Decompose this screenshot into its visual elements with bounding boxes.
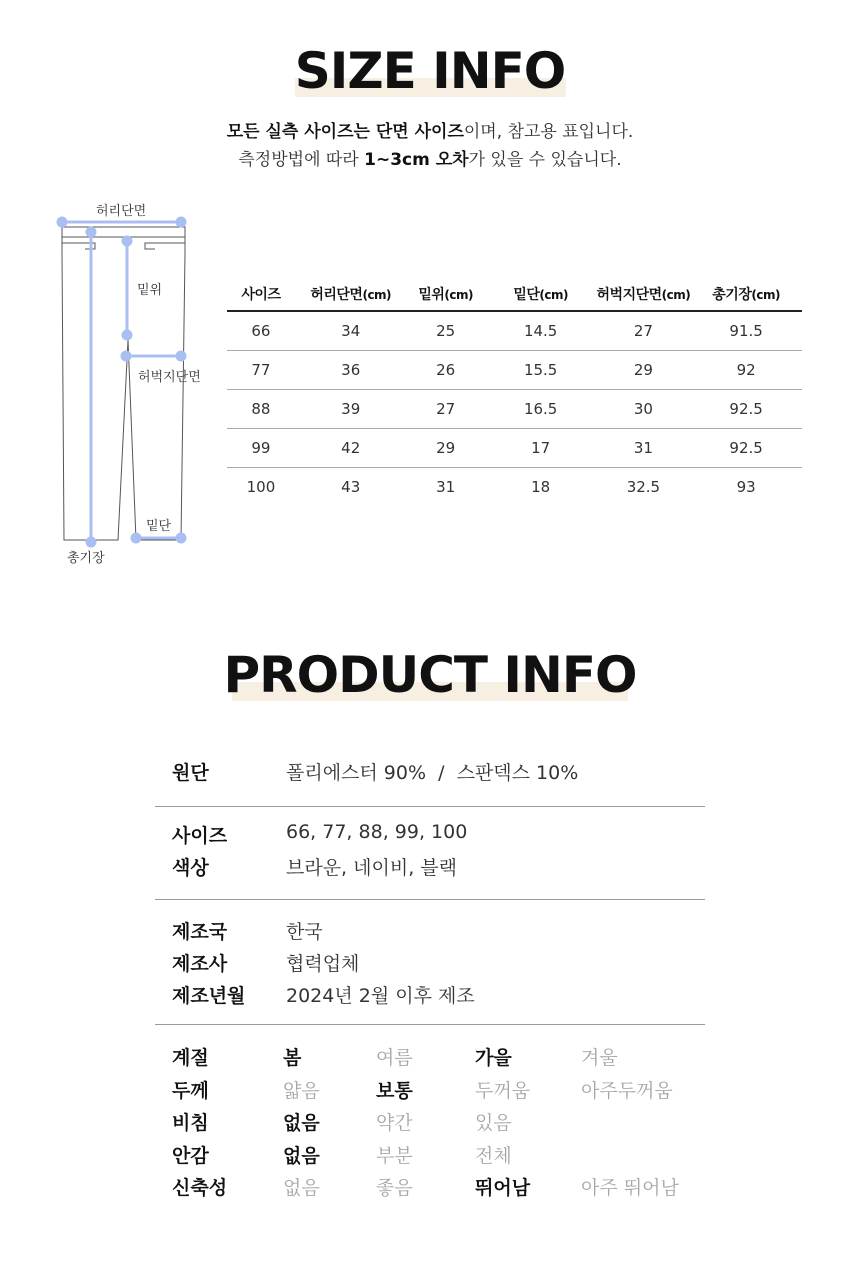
description-segment: 가 있을 수 있습니다. [468,150,622,170]
table-row [227,311,802,351]
table-cell: 93 [736,478,756,496]
attribute-option-selected: 봄 [283,1047,302,1069]
header-name: 총기장 [712,286,752,303]
table-cell: 27 [407,390,485,429]
attribute-option: 아주 뛰어남 [581,1177,679,1199]
diagram-label-rise: 밑위 [137,283,163,298]
header-unit: (cm) [661,287,691,302]
table-cell: 92 [690,351,802,390]
header-name: 허리단면 [310,286,363,303]
size-table [227,277,802,506]
table-row [227,429,802,468]
rise-measure-dot-top [123,237,131,245]
table-row [227,351,802,390]
description-segment: 모든 실측 사이즈는 단면 사이즈 [226,122,464,142]
attribute-option: 겨울 [581,1047,618,1069]
diagram-label-hem: 밑단 [146,519,172,534]
table-cell: 91.5 [690,311,802,351]
table-cell: 31 [436,478,456,496]
country-value: 한국 [286,921,323,943]
header-unit: (cm) [444,287,473,302]
table-cell: 25 [407,311,485,351]
header-name: 사이즈 [241,286,281,303]
table-cell: 16.5 [485,390,597,429]
table-cell: 88 [227,390,295,429]
size-table-header-cell [690,277,802,311]
table-cell: 92.5 [690,390,802,429]
table-cell: 14.5 [485,311,597,351]
table-cell: 66 [227,311,295,351]
size-table-header-row [227,277,802,311]
size-table-body [227,311,802,506]
attribute-label: 계절 [172,1047,209,1069]
hem-measure-dot-left [132,534,140,542]
diagram-label-thigh: 허벅지단면 [138,370,201,385]
attribute-label: 두께 [172,1079,209,1102]
table-cell: 99 [227,429,295,468]
attribute-option: 얇음 [283,1079,320,1102]
right-pocket-line [145,243,185,249]
attribute-label: 신축성 [172,1177,228,1199]
divider [155,899,705,900]
table-cell: 36 [295,351,407,390]
hem-measure-dot-right [177,534,185,542]
table-cell: 30 [597,390,691,429]
length-measure-dot-bottom [87,538,95,546]
attribute-option: 좋음 [376,1177,413,1199]
size-value: 66, 77, 88, 99, 100 [286,821,468,843]
waist-measure-dot-left [58,218,66,226]
table-cell: 27 [597,311,691,351]
table-cell: 29 [597,351,691,390]
header-name: 밑단 [513,286,540,303]
attribute-label: 비침 [172,1112,209,1134]
manufacture-date-label: 제조년월 [172,985,246,1007]
size-info-title: SIZE INFO [294,42,566,100]
country-label: 제조국 [172,921,228,943]
header-unit: (cm) [751,287,780,302]
manufacture-date-value: 2024년 2월 이후 제조 [286,985,475,1007]
color-label: 색상 [172,857,209,879]
table-cell: 18 [531,478,551,496]
table-cell: 42 [295,429,407,468]
attribute-option: 없음 [283,1177,320,1199]
thigh-measure-dot-left [122,352,130,360]
header-unit: (cm) [362,287,392,302]
header-unit: (cm) [539,287,568,302]
attribute-option: 두꺼움 [475,1079,531,1102]
table-cell: 39 [295,390,407,429]
attribute-option-selected: 없음 [283,1144,320,1167]
attribute-option: 전체 [475,1144,512,1167]
fabric-value: 폴리에스터 90% / 스판덱스 10% [286,762,579,784]
color-value: 브라운, 네이비, 블랙 [286,857,457,879]
rise-measure-dot-bottom [123,331,131,339]
description-segment: 1~3cm 오차 [364,150,469,170]
table-cell: 31 [597,429,691,468]
attribute-option: 여름 [376,1047,413,1069]
maker-label: 제조사 [172,953,228,975]
attribute-label: 안감 [172,1144,209,1167]
size-label: 사이즈 [172,825,228,847]
table-cell: 34 [295,311,407,351]
table-row [227,390,802,429]
header-name: 허벅지단면 [596,286,662,303]
table-cell: 32.5 [626,478,661,496]
table-cell: 26 [407,351,485,390]
table-cell: 17 [485,429,597,468]
description-segment: 이며, 참고용 표입니다. [463,122,634,142]
attribute-option: 부분 [376,1144,413,1167]
size-table-header-cell [295,277,407,311]
divider [155,1024,705,1025]
product-info-title: PRODUCT INFO [223,646,637,704]
attribute-option: 약간 [376,1112,413,1134]
size-table-header-cell [227,277,295,311]
description-segment: 측정방법에 따라 [238,150,365,170]
fabric-label: 원단 [172,762,209,784]
table-cell: 29 [407,429,485,468]
attribute-option-selected: 없음 [283,1112,320,1134]
size-info-description-line2 [0,144,860,176]
attribute-option-selected: 보통 [376,1079,413,1102]
table-cell: 100 [246,478,276,496]
table-cell: 92.5 [690,429,802,468]
attribute-option-selected: 뛰어남 [475,1177,531,1199]
maker-value: 협력업체 [286,953,360,975]
table-cell: 15.5 [485,351,597,390]
size-table-header-cell [407,277,485,311]
diagram-label-length: 총기장 [67,551,105,566]
length-measure-dot-top [87,228,95,236]
table-cell: 77 [227,351,295,390]
waist-measure-dot-right [177,218,185,226]
size-table-header-cell [485,277,597,311]
diagram-label-waist: 허리단면 [96,204,147,219]
attribute-option-selected: 가을 [475,1047,512,1069]
table-cell: 43 [341,478,361,496]
divider [155,806,705,807]
table-row [227,468,802,507]
size-table-header-cell [597,277,691,311]
pants-measurement-diagram [40,205,220,575]
header-name: 밑위 [418,286,445,303]
attribute-option: 있음 [475,1112,512,1134]
attribute-option: 아주두꺼움 [581,1079,673,1102]
thigh-measure-dot-right [177,352,185,360]
